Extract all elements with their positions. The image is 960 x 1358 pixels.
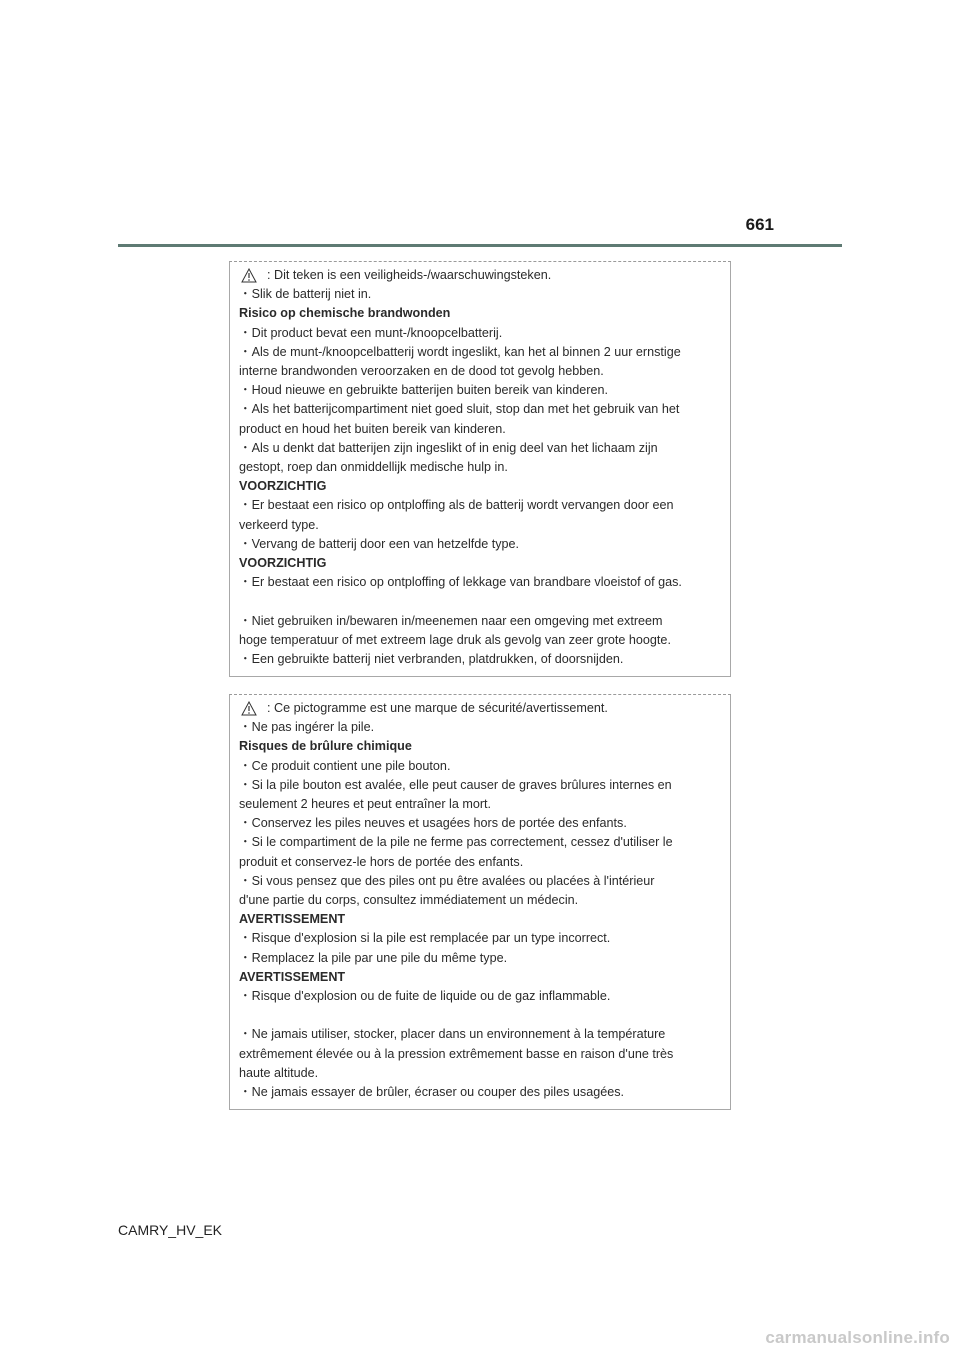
french-text-line: ・Si la pile bouton est avalée, elle peut causer de graves brûlures internes en (239, 777, 672, 792)
french-text-line: ・Ce produit contient une pile bouton. (239, 758, 451, 773)
dutch-heading: VOORZICHTIG (239, 556, 327, 571)
dutch-symbol-text: : Dit teken is een veiligheids-/waarschuwingsteken. (267, 268, 552, 282)
dutch-warning-content (239, 266, 724, 669)
page-number: 661 (745, 215, 774, 234)
dutch-text-line: verkeerd type. (239, 517, 319, 532)
french-text-line: ・Si le compartiment de la pile ne ferme pas correctement, cessez d'utiliser le (239, 835, 673, 850)
header-rule (118, 244, 842, 247)
dutch-text-line: ・Vervang de batterij door een van hetzelfde type. (239, 536, 520, 551)
french-warning-lines (239, 718, 724, 1102)
french-symbol-text: : Ce pictogramme est une marque de sécurité/avertissement. (267, 701, 608, 715)
french-text-line: d'une partie du corps, consultez immédiatement un médecin. (239, 893, 579, 908)
dutch-heading: Risico op chemische brandwonden (239, 306, 451, 321)
french-text-line: ・Ne jamais essayer de brûler, écraser ou couper des piles usagées. (239, 1085, 625, 1100)
dutch-text-line: ・Houd nieuwe en gebruikte batterijen buiten bereik van kinderen. (239, 383, 608, 398)
dutch-text-line: product en houd het buiten bereik van kinderen. (239, 421, 506, 436)
dutch-text-line: ・Als het batterijcompartiment niet goed sluit, stop dan met het gebruik van het (239, 402, 680, 417)
dutch-warning-lines (239, 285, 724, 669)
dutch-text-line (239, 592, 724, 611)
dutch-heading: VOORZICHTIG (239, 479, 327, 494)
french-warning-content (239, 699, 724, 1102)
french-text-line: extrêmement élevée ou à la pression extrêmement basse en raison d'une très (239, 1046, 674, 1061)
dutch-text-line: ・Als u denkt dat batterijen zijn ingeslikt of in enig deel van het lichaam zijn (239, 440, 658, 455)
french-text-line: ・Risque d'explosion si la pile est remplacée par un type incorrect. (239, 931, 611, 946)
dutch-text-line: interne brandwonden veroorzaken en de dood tot gevolg hebben. (239, 364, 604, 379)
french-heading: AVERTISSEMENT (239, 969, 346, 984)
french-heading: Risques de brûlure chimique (239, 739, 412, 754)
french-text-line: ・Risque d'explosion ou de fuite de liquide ou de gaz inflammable. (239, 989, 611, 1004)
dutch-text-line: ・Er bestaat een risico op ontploffing als de batterij wordt vervangen door een (239, 498, 674, 513)
dutch-text-line: ・Niet gebruiken in/bewaren in/meenemen naar een omgeving met extreem (239, 613, 663, 628)
dutch-text-line: ・Slik de batterij niet in. (239, 287, 372, 302)
dutch-text-line: ・Dit product bevat een munt-/knoopcelbatterij. (239, 325, 503, 340)
french-symbol-line (239, 699, 724, 718)
dutch-text-line: ・Er bestaat een risico op ontploffing of lekkage van brandbare vloeistof of gas. (239, 575, 682, 590)
watermark[interactable]: carmanualsonline.info (765, 1328, 950, 1347)
french-text-line: ・Si vous pensez que des piles ont pu être avalées ou placées à l'intérieur (239, 873, 655, 888)
dutch-text-line: hoge temperatuur of met extreem lage druk als gevolg van zeer grote hoogte. (239, 632, 671, 647)
dutch-symbol-line (239, 266, 724, 285)
footer-model-code: CAMRY_HV_EK (118, 1222, 223, 1238)
dutch-text-line: ・Een gebruikte batterij niet verbranden, platdrukken, of doorsnijden. (239, 652, 624, 667)
warning-triangle-icon (241, 701, 257, 716)
french-text-line: ・Remplacez la pile par une pile du même type. (239, 950, 508, 965)
french-text-line: ・Ne jamais utiliser, stocker, placer dans un environnement à la température (239, 1027, 666, 1042)
french-text-line: ・Conservez les piles neuves et usagées hors de portée des enfants. (239, 816, 627, 831)
french-text-line: haute altitude. (239, 1065, 319, 1080)
french-text-line: produit et conservez-le hors de portée des enfants. (239, 854, 524, 869)
dutch-text-line: ・Als de munt-/knoopcelbatterij wordt ingeslikt, kan het al binnen 2 uur ernstige (239, 344, 681, 359)
french-text-line: ・Ne pas ingérer la pile. (239, 720, 375, 735)
dutch-warning-box (229, 261, 731, 677)
dutch-text-line: gestopt, roep dan onmiddellijk medische hulp in. (239, 460, 508, 475)
french-heading: AVERTISSEMENT (239, 912, 346, 927)
french-warning-box (229, 694, 731, 1110)
french-text-line (239, 1006, 724, 1025)
warning-triangle-icon (241, 268, 257, 283)
french-text-line: seulement 2 heures et peut entraîner la mort. (239, 797, 492, 812)
